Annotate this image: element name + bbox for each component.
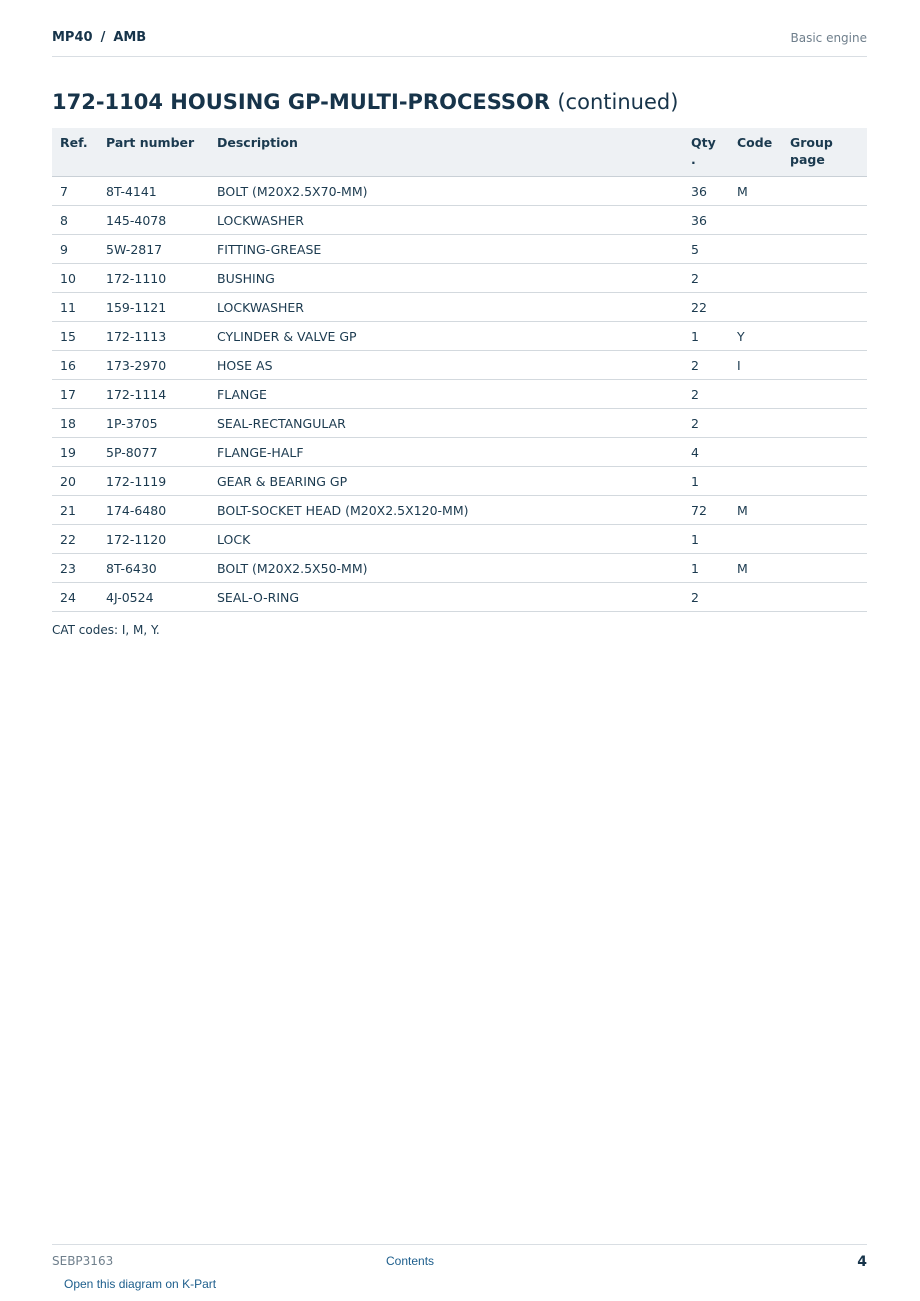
cell-code [729,264,782,293]
table-row [52,409,867,438]
cell-qty: 4 [683,438,729,467]
cell-group-page [782,322,867,351]
cell-qty: 36 [683,177,729,206]
cell-ref: 23 [52,554,98,583]
table-row [52,293,867,322]
table-row [52,322,867,351]
breadcrumb-arrangement: AMB [113,30,147,45]
cell-group-page [782,264,867,293]
table-row [52,264,867,293]
table-row [52,380,867,409]
table-row [52,177,867,206]
cell-group-page [782,380,867,409]
cell-qty: 2 [683,264,729,293]
cell-qty: 2 [683,351,729,380]
cell-code [729,438,782,467]
cell-part-number: 173-2970 [98,351,209,380]
cell-qty: 36 [683,206,729,235]
cell-ref: 22 [52,525,98,554]
cell-part-number: 5W-2817 [98,235,209,264]
page-title [52,90,678,114]
cell-ref: 18 [52,409,98,438]
cell-group-page [782,409,867,438]
cell-code [729,380,782,409]
table-row [52,351,867,380]
cell-qty: 2 [683,380,729,409]
column-header-qty: Qty . [683,128,729,177]
table-row [52,554,867,583]
cell-ref: 19 [52,438,98,467]
cell-ref: 15 [52,322,98,351]
document-id: SEBP3163 [52,1254,114,1268]
cell-group-page [782,206,867,235]
page-title-suffix: (continued) [557,90,679,114]
breadcrumb-model: MP40 [52,30,93,45]
section-label: Basic engine [790,31,867,45]
cell-description: FLANGE-HALF [209,438,683,467]
cell-part-number: 174-6480 [98,496,209,525]
cell-ref: 17 [52,380,98,409]
cell-qty: 1 [683,467,729,496]
cell-ref: 21 [52,496,98,525]
cell-description: LOCK [209,525,683,554]
cell-part-number: 172-1110 [98,264,209,293]
cell-description: SEAL-O-RING [209,583,683,612]
column-header-ref: Ref. [52,128,98,177]
cell-group-page [782,583,867,612]
cell-description: BUSHING [209,264,683,293]
cell-group-page [782,496,867,525]
cell-group-page [782,438,867,467]
cell-code: I [729,351,782,380]
breadcrumb-separator: / [100,30,106,45]
cell-group-page [782,554,867,583]
cell-group-page [782,525,867,554]
cell-qty: 1 [683,322,729,351]
cell-description: BOLT (M20X2.5X50-MM) [209,554,683,583]
cell-ref: 10 [52,264,98,293]
cell-ref: 7 [52,177,98,206]
page-footer [52,1244,867,1301]
cell-description: CYLINDER & VALVE GP [209,322,683,351]
cell-code [729,467,782,496]
cell-part-number: 159-1121 [98,293,209,322]
cell-qty: 72 [683,496,729,525]
cell-description: HOSE AS [209,351,683,380]
cell-description: GEAR & BEARING GP [209,467,683,496]
cell-code: Y [729,322,782,351]
cell-part-number: 8T-4141 [98,177,209,206]
table-row [52,525,867,554]
table-row [52,438,867,467]
cell-group-page [782,351,867,380]
cell-description: BOLT (M20X2.5X70-MM) [209,177,683,206]
cell-description: SEAL-RECTANGULAR [209,409,683,438]
cell-code [729,206,782,235]
cell-qty: 22 [683,293,729,322]
table-row [52,206,867,235]
cell-part-number: 5P-8077 [98,438,209,467]
cell-part-number: 172-1119 [98,467,209,496]
cat-codes-note: CAT codes: I, M, Y. [52,623,160,637]
cell-part-number: 145-4078 [98,206,209,235]
cell-code: M [729,496,782,525]
cell-description: LOCKWASHER [209,293,683,322]
cell-ref: 16 [52,351,98,380]
cell-part-number: 1P-3705 [98,409,209,438]
cell-qty: 1 [683,525,729,554]
cell-ref: 8 [52,206,98,235]
page-title-main: 172-1104 HOUSING GP-MULTI-PROCESSOR [52,90,551,114]
cell-ref: 11 [52,293,98,322]
cell-part-number: 8T-6430 [98,554,209,583]
cell-qty: 5 [683,235,729,264]
contents-link[interactable]: Contents [386,1254,435,1268]
cell-part-number: 172-1114 [98,380,209,409]
cell-code [729,409,782,438]
cell-group-page [782,293,867,322]
cell-group-page [782,467,867,496]
cell-code: M [729,177,782,206]
column-header-description: Description [209,128,683,177]
column-header-group-page: Group page [782,128,867,177]
cell-code: M [729,554,782,583]
cell-description: LOCKWASHER [209,206,683,235]
cell-code [729,293,782,322]
cell-ref: 24 [52,583,98,612]
table-row [52,496,867,525]
cell-qty: 2 [683,409,729,438]
table-row [52,235,867,264]
cell-code [729,235,782,264]
cell-description: FITTING-GREASE [209,235,683,264]
cell-code [729,525,782,554]
cell-ref: 20 [52,467,98,496]
cell-part-number: 172-1120 [98,525,209,554]
column-header-part-number: Part number [98,128,209,177]
cell-code [729,583,782,612]
page-header [52,0,867,57]
cell-description: BOLT-SOCKET HEAD (M20X2.5X120-MM) [209,496,683,525]
breadcrumb [52,30,146,45]
table-row [52,467,867,496]
cell-part-number: 4J-0524 [98,583,209,612]
cell-description: FLANGE [209,380,683,409]
cell-qty: 2 [683,583,729,612]
table-header-row [52,128,867,177]
open-in-kpart-link[interactable]: Open this diagram on K-Part [64,1277,217,1291]
cell-group-page [782,235,867,264]
cell-part-number: 172-1113 [98,322,209,351]
page-number: 4 [857,1254,867,1270]
parts-table [52,128,867,612]
column-header-code: Code [729,128,782,177]
cell-group-page [782,177,867,206]
cell-ref: 9 [52,235,98,264]
cell-qty: 1 [683,554,729,583]
table-row [52,583,867,612]
